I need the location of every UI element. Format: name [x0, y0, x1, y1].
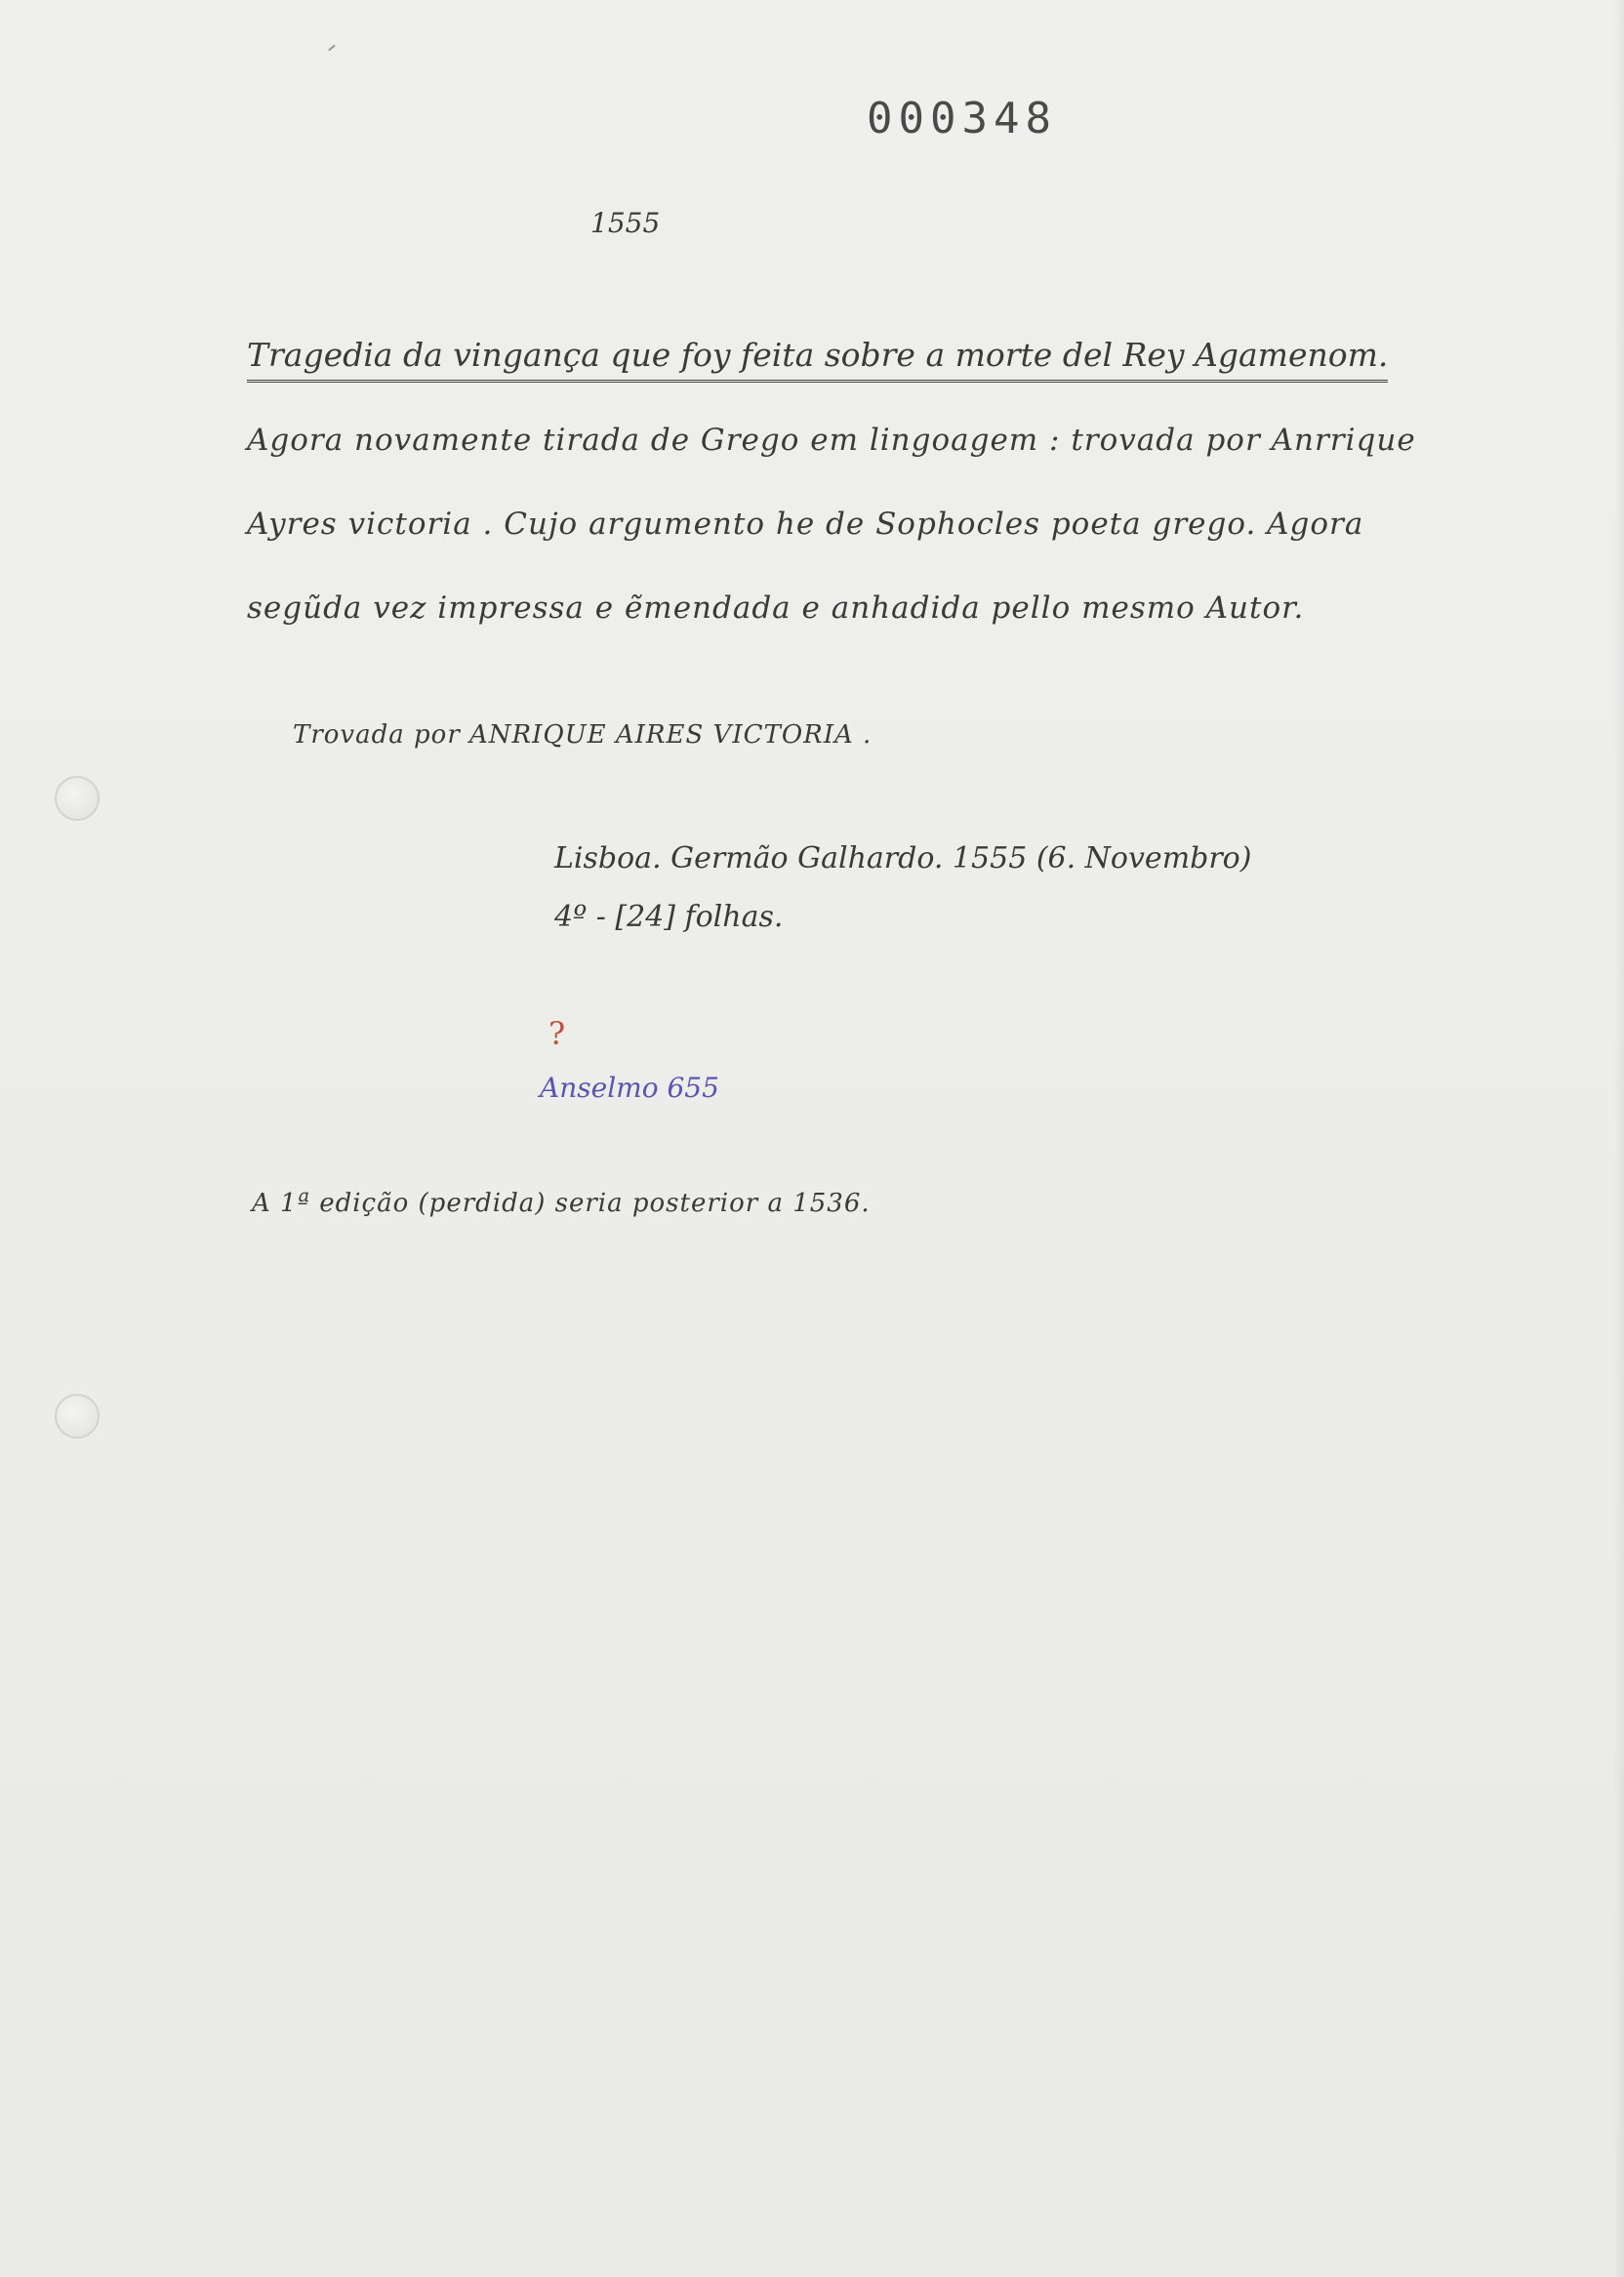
punch-hole-top — [55, 776, 100, 821]
reference-line: Anselmo 655 — [540, 1072, 719, 1104]
imprint-line: Lisboa. Germão Galhardo. 1555 (6. Novembro) — [554, 841, 1252, 875]
stamp-number: 000348 — [867, 94, 1057, 143]
description-line-2: Ayres victoria . Cujo argumento he de Sophocles poeta grego. Agora — [247, 507, 1364, 542]
pencil-mark — [328, 45, 335, 52]
description-line-3: segũda vez impressa e ẽmendada e anhadida pello mesmo Autor. — [247, 590, 1305, 626]
page-edge-shadow — [1614, 0, 1624, 2277]
edition-note: A 1ª edição (perdida) seria posterior a 1536. — [252, 1189, 871, 1218]
query-mark: ? — [548, 1015, 566, 1052]
author-line: Trovada por ANRIQUE AIRES VICTORIA . — [293, 720, 873, 750]
year-label: 1555 — [590, 207, 661, 239]
description-line-1: Agora novamente tirada de Grego em lingoagem : trovada por Anrrique — [247, 423, 1416, 458]
title-line: Tragedia da vingança que foy feita sobre a morte del Rey Agamenom. — [247, 336, 1388, 383]
collation-line: 4º - [24] folhas. — [554, 900, 784, 934]
punch-hole-bottom — [55, 1394, 100, 1439]
